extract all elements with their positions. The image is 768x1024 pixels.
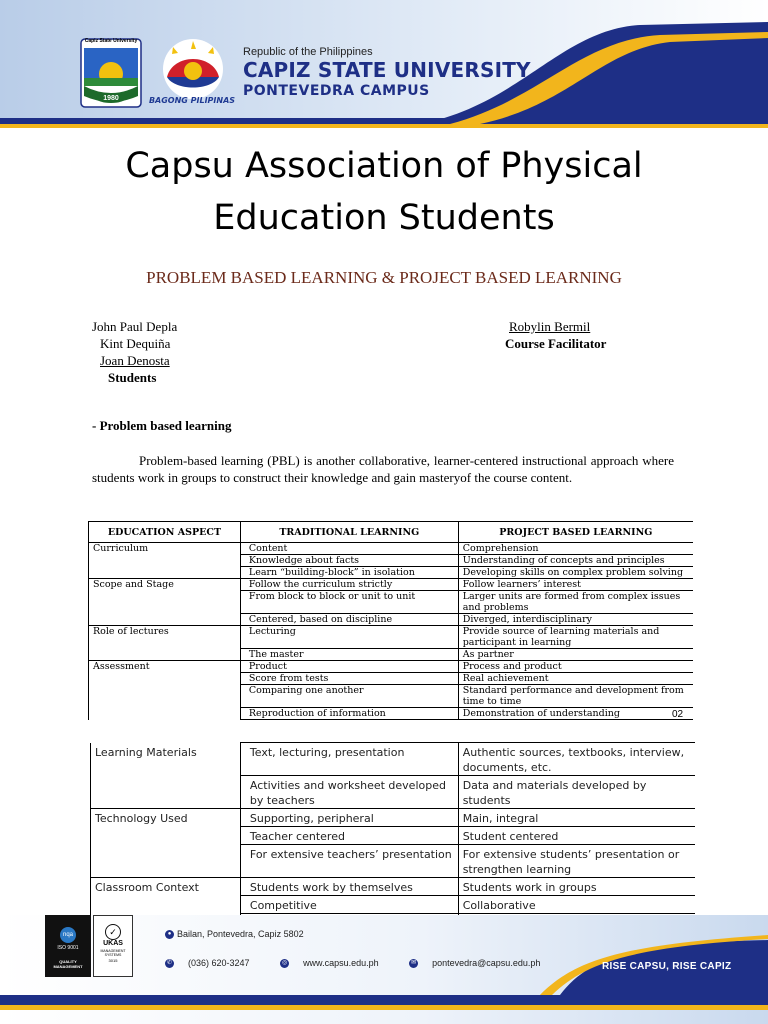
csu-logo-label: Capiz State University xyxy=(84,38,138,44)
section-heading: - Problem based learning xyxy=(92,418,232,433)
table-row xyxy=(89,685,694,708)
project-based-cell: Provide source of learning materials and participant in learning xyxy=(458,626,693,649)
aspect-cell: Classroom Context xyxy=(91,878,241,896)
project-based-cell: Standard performance and development from time to time xyxy=(458,685,693,708)
project-based-cell: As partner xyxy=(458,649,693,661)
iso-label: ISO 9001 xyxy=(57,945,79,951)
traditional-cell: Reproduction of information xyxy=(240,708,458,720)
project-based-cell: Understanding of concepts and principles xyxy=(458,555,693,567)
project-based-cell: Data and materials developed by students xyxy=(458,776,695,809)
globe-icon: ◎ xyxy=(281,960,288,967)
ukas-number: 3015 xyxy=(108,958,118,963)
project-based-cell: Process and product xyxy=(458,661,693,673)
project-based-cell: Authentic sources, textbooks, interview, documents, etc. xyxy=(458,743,695,776)
table-row xyxy=(91,743,696,776)
traditional-cell: Activities and worksheet developed by teachers xyxy=(240,776,458,809)
traditional-cell: For extensive teachers’ presentation xyxy=(240,845,458,878)
aspect-cell: Scope and Stage xyxy=(89,579,241,591)
project-based-cell: Demonstration of understanding xyxy=(458,708,693,720)
bagong-pilipinas-label: BAGONG PILIPINAS xyxy=(148,96,236,105)
address-line xyxy=(165,929,304,939)
ukas-systems-label: MANAGEMENT SYSTEMS xyxy=(100,949,126,957)
table-row xyxy=(91,827,696,845)
quality-mgmt-label: QUALITY MANAGEMENT xyxy=(53,959,83,969)
aspect-cell xyxy=(89,649,241,661)
aspect-cell xyxy=(89,555,241,567)
aspect-cell: Learning Materials xyxy=(91,743,241,776)
address-text: Bailan, Pontevedra, Capiz 5802 xyxy=(177,929,304,939)
traditional-cell: Lecturing xyxy=(240,626,458,649)
project-based-cell: Main, integral xyxy=(458,809,695,827)
traditional-cell: Content xyxy=(240,543,458,555)
student-name: Kint Dequiña xyxy=(100,336,171,351)
university-name: CAPIZ STATE UNIVERSITY xyxy=(243,58,531,82)
ukas-badge xyxy=(93,915,133,977)
traditional-cell: Teacher centered xyxy=(240,827,458,845)
table-row xyxy=(89,614,694,626)
table-row xyxy=(91,809,696,827)
table-row xyxy=(89,543,694,555)
facilitator-label: Course Facilitator xyxy=(505,336,607,351)
traditional-cell: Product xyxy=(240,661,458,673)
ukas-label: UKAS xyxy=(103,940,123,947)
traditional-cell: Score from tests xyxy=(240,673,458,685)
project-based-cell: Comprehension xyxy=(458,543,693,555)
aspect-cell xyxy=(89,708,241,720)
table-row xyxy=(89,649,694,661)
table-row xyxy=(91,878,696,896)
table-row xyxy=(91,896,696,914)
facilitator-block xyxy=(505,318,606,352)
table-row xyxy=(89,555,694,567)
project-based-cell: Collaborative xyxy=(458,896,695,914)
traditional-cell: From block to block or unit to unit xyxy=(240,591,458,614)
location-pin-icon: ● xyxy=(165,930,174,939)
table-header: EDUCATION ASPECT xyxy=(89,522,241,543)
student-name: John Paul Depla xyxy=(92,319,178,334)
table-row xyxy=(89,567,694,579)
table-row xyxy=(89,708,694,720)
table-row xyxy=(89,673,694,685)
phone-text: (036) 620-3247 xyxy=(188,958,250,968)
aspect-cell xyxy=(89,614,241,626)
table-header: TRADITIONAL LEARNING xyxy=(240,522,458,543)
traditional-cell: Competitive xyxy=(240,896,458,914)
page-number: 02 xyxy=(672,709,684,720)
campus-name: PONTEVEDRA CAMPUS xyxy=(243,83,430,99)
body-paragraph: Problem-based learning (PBL) is another collaborative, learner-centered instructional approach where students work in groups to construct their knowledge and gain masteryof the course content. xyxy=(92,453,674,485)
check-icon: ✓ xyxy=(105,924,121,940)
aspect-cell xyxy=(91,845,241,878)
aspect-cell xyxy=(89,673,241,685)
aspect-cell xyxy=(91,827,241,845)
project-based-cell: For extensive students’ presentation or strengthen learning xyxy=(458,845,695,878)
traditional-cell: Knowledge about facts xyxy=(240,555,458,567)
comparison-table-1 xyxy=(88,521,693,730)
traditional-cell: Centered, based on discipline xyxy=(240,614,458,626)
project-based-cell: Larger units are formed from complex issues and problems xyxy=(458,591,693,614)
project-based-cell: Diverged, interdisciplinary xyxy=(458,614,693,626)
aspect-cell: Technology Used xyxy=(91,809,241,827)
document-title xyxy=(0,140,768,244)
contact-line xyxy=(165,958,568,968)
republic-text: Republic of the Philippines xyxy=(243,46,373,58)
table-header: PROJECT BASED LEARNING xyxy=(458,522,693,543)
title-line-2: Education Students xyxy=(213,198,555,238)
aspect-cell: Assessment xyxy=(89,661,241,673)
project-based-cell: Real achievement xyxy=(458,673,693,685)
traditional-cell: Comparing one another xyxy=(240,685,458,708)
table-row xyxy=(89,591,694,614)
table-row xyxy=(91,845,696,878)
title-line-1: Capsu Association of Physical xyxy=(125,146,643,186)
aspect-cell xyxy=(91,896,241,914)
document-subtitle: PROBLEM BASED LEARNING & PROJECT BASED LEARNING xyxy=(146,268,622,287)
letterhead-footer xyxy=(0,915,768,1024)
nqa-icon: nqa xyxy=(60,927,76,943)
comparison-table-2 xyxy=(90,742,695,927)
table-row xyxy=(89,661,694,673)
aspect-cell: Curriculum xyxy=(89,543,241,555)
aspect-cell: Role of lectures xyxy=(89,626,241,649)
email-link[interactable]: pontevedra@capsu.edu.ph xyxy=(432,958,541,968)
traditional-cell: The master xyxy=(240,649,458,661)
students-block xyxy=(92,318,198,386)
website-link[interactable]: www.capsu.edu.ph xyxy=(303,958,379,968)
table-row xyxy=(89,626,694,649)
traditional-cell: Supporting, peripheral xyxy=(240,809,458,827)
facilitator-name: Robylin Bermil xyxy=(509,319,591,334)
traditional-cell: Students work by themselves xyxy=(240,878,458,896)
project-based-cell: Students work in groups xyxy=(458,878,695,896)
aspect-cell xyxy=(89,567,241,579)
email-icon: ✉ xyxy=(411,960,417,967)
csu-logo-year: 1980 xyxy=(103,95,119,102)
project-based-cell: Follow learners’ interest xyxy=(458,579,693,591)
aspect-cell xyxy=(89,591,241,614)
students-label: Students xyxy=(108,370,157,385)
traditional-cell: Learn “building-block” in isolation xyxy=(240,567,458,579)
project-based-cell: Student centered xyxy=(458,827,695,845)
project-based-cell: Developing skills on complex problem solving xyxy=(458,567,693,579)
traditional-cell: Follow the curriculum strictly xyxy=(240,579,458,591)
phone-icon: ✆ xyxy=(166,960,173,967)
aspect-cell xyxy=(91,776,241,809)
footer-tagline: RISE CAPSU, RISE CAPIZ xyxy=(602,961,732,972)
table-row xyxy=(91,776,696,809)
traditional-cell: Text, lecturing, presentation xyxy=(240,743,458,776)
aspect-cell xyxy=(89,685,241,708)
student-name: Joan Denosta xyxy=(100,353,170,368)
table-row xyxy=(89,579,694,591)
nqa-iso-badge xyxy=(45,915,91,977)
letterhead-header xyxy=(0,0,768,135)
